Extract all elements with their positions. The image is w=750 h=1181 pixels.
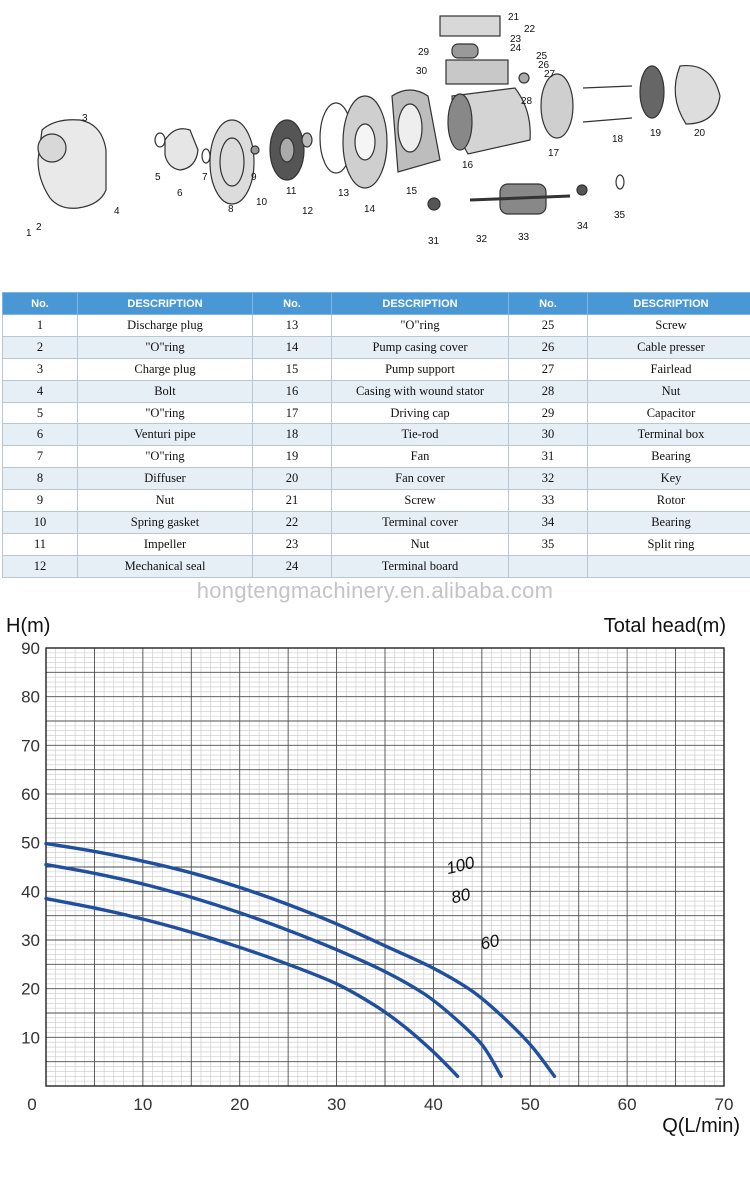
table-cell: Pump support [332, 358, 509, 380]
series-label: 80 [449, 884, 473, 908]
fan-cover-part [675, 66, 720, 124]
x-tick-label: 50 [520, 1095, 540, 1114]
table-cell: Tie-rod [332, 424, 509, 446]
diagram-label: 13 [338, 188, 350, 199]
table-cell: Driving cap [332, 402, 509, 424]
diagram-label: 18 [612, 134, 624, 145]
diagram-label: 26 [538, 60, 550, 71]
venturi-part [165, 129, 198, 170]
table-cell: Casing with wound stator [332, 380, 509, 402]
bearing-part [577, 185, 587, 195]
diagram-label: 25 [536, 51, 548, 62]
nut-part [251, 146, 259, 154]
table-cell [588, 555, 750, 577]
parts-table [2, 292, 750, 578]
diagram-label: 30 [416, 66, 428, 77]
table-cell: 4 [3, 380, 78, 402]
diagram-label: 1 [26, 228, 32, 239]
x-tick-label: 0 [27, 1095, 37, 1114]
diagram-label: 12 [302, 206, 314, 217]
table-row [3, 424, 750, 446]
diagram-label: 5 [155, 172, 161, 183]
table-cell: Terminal cover [332, 512, 509, 534]
table-row [3, 402, 750, 424]
table-cell: Fan cover [332, 468, 509, 490]
table-cell: Impeller [78, 533, 253, 555]
x-tick-label: 30 [327, 1095, 347, 1114]
diagram-label: 2 [36, 222, 42, 233]
diagram-label: 10 [256, 197, 268, 208]
y-tick-label: 60 [21, 785, 40, 804]
diagram-label: 6 [177, 188, 183, 199]
table-cell: 6 [3, 424, 78, 446]
diagram-label: 27 [544, 69, 556, 80]
diagram-label: 20 [694, 128, 706, 139]
table-cell: Screw [588, 315, 750, 337]
table-row [3, 555, 750, 577]
fan-part [640, 66, 664, 118]
pump-body-part [38, 120, 106, 209]
shaft-part [470, 196, 570, 200]
diagram-label: 34 [577, 221, 589, 232]
diagram-label: 7 [202, 172, 208, 183]
table-cell: Venturi pipe [78, 424, 253, 446]
nut-part [519, 73, 529, 83]
y-tick-label: 20 [21, 979, 40, 999]
table-cell: 10 [3, 512, 78, 534]
series-label: 60 [478, 930, 502, 954]
y-tick-labels [21, 639, 40, 1047]
diagram-label: 15 [406, 186, 418, 197]
table-row [3, 533, 750, 555]
capacitor-part [452, 44, 478, 58]
table-cell: 19 [253, 446, 332, 468]
table-cell: 14 [253, 336, 332, 358]
table-cell: 8 [3, 468, 78, 490]
table-cell: Fairlead [588, 358, 750, 380]
table-cell: 7 [3, 446, 78, 468]
table-cell [509, 555, 588, 577]
diagram-label: 11 [286, 186, 297, 197]
table-cell: Screw [332, 490, 509, 512]
table-cell: Diffuser [78, 468, 253, 490]
o-ring-part [202, 149, 210, 163]
diagram-label: 14 [364, 204, 376, 215]
table-row [3, 490, 750, 512]
table-cell: 30 [509, 424, 588, 446]
table-header: DESCRIPTION [588, 293, 750, 315]
series-label: 100 [444, 852, 477, 879]
table-cell: 3 [3, 358, 78, 380]
diagram-label: 3 [82, 113, 88, 124]
table-header: No. [253, 293, 332, 315]
table-cell: 15 [253, 358, 332, 380]
y-tick-label: 80 [21, 687, 40, 707]
table-row [3, 380, 750, 402]
table-cell: Spring gasket [78, 512, 253, 534]
table-cell: Capacitor [588, 402, 750, 424]
table-cell: "O"ring [78, 402, 253, 424]
tie-rod-part [583, 86, 632, 88]
table-cell: 20 [253, 468, 332, 490]
table-cell: Cable presser [588, 336, 750, 358]
o-ring-part [155, 133, 165, 147]
table-row [3, 315, 750, 337]
table-cell: "O"ring [78, 446, 253, 468]
diagram-label: 29 [418, 47, 430, 58]
y-tick-label: 10 [21, 1028, 40, 1048]
table-cell: 24 [253, 555, 332, 577]
table-body [3, 315, 750, 578]
table-cell: 18 [253, 424, 332, 446]
driving-cap-part [541, 74, 573, 138]
chart-title: Total head(m) [603, 615, 726, 637]
y-tick-label: 40 [21, 882, 40, 902]
diagram-label: 28 [521, 96, 533, 107]
diagram-label: 33 [518, 232, 530, 243]
y-tick-label: 50 [21, 833, 40, 853]
table-cell: Mechanical seal [78, 555, 253, 577]
table-cell: Fan [332, 446, 509, 468]
diagram-label: 22 [524, 24, 536, 35]
terminal-box-part [446, 60, 508, 84]
table-cell: 22 [253, 512, 332, 534]
diagram-label: 4 [114, 206, 120, 217]
table-cell: 26 [509, 336, 588, 358]
table-cell: Charge plug [78, 358, 253, 380]
table-cell: 1 [3, 315, 78, 337]
table-cell: 16 [253, 380, 332, 402]
diagram-label: 31 [428, 236, 440, 247]
table-row [3, 512, 750, 534]
table-header: No. [509, 293, 588, 315]
table-cell: 31 [509, 446, 588, 468]
table-cell: 32 [509, 468, 588, 490]
terminal-cover-part [440, 16, 500, 36]
bearing-part [428, 198, 440, 210]
table-cell: 11 [3, 533, 78, 555]
table-cell: 23 [253, 533, 332, 555]
table-header: DESCRIPTION [332, 293, 509, 315]
diagram-label: 8 [228, 204, 234, 215]
table-cell: "O"ring [332, 315, 509, 337]
table-cell: 17 [253, 402, 332, 424]
table-cell: 13 [253, 315, 332, 337]
y-tick-label: 70 [21, 736, 40, 756]
table-cell: Pump casing cover [332, 336, 509, 358]
x-axis-label: Q(L/min) [662, 1115, 740, 1137]
table-cell: 29 [509, 402, 588, 424]
exploded-pump-diagram [0, 0, 750, 290]
table-cell: "O"ring [78, 336, 253, 358]
table-cell: Terminal box [588, 424, 750, 446]
diagram-label: 23 [510, 34, 522, 45]
table-row [3, 446, 750, 468]
table-cell: 27 [509, 358, 588, 380]
curves [46, 844, 555, 1077]
diagram-label: 16 [462, 160, 474, 171]
pump-performance-chart [0, 600, 750, 1181]
x-tick-labels [27, 1095, 733, 1114]
x-tick-label: 40 [423, 1095, 443, 1114]
table-cell: Terminal board [332, 555, 509, 577]
diffuser-part [210, 120, 254, 204]
table-cell: 35 [509, 533, 588, 555]
major-grid [46, 648, 724, 1086]
table-cell: 34 [509, 512, 588, 534]
table-cell: 5 [3, 402, 78, 424]
table-header: No. [3, 293, 78, 315]
table-cell: Discharge plug [78, 315, 253, 337]
split-ring-part [616, 175, 624, 189]
outlet-port-part [38, 134, 66, 162]
table-cell: Nut [78, 490, 253, 512]
table-header: DESCRIPTION [78, 293, 253, 315]
y-tick-label: 90 [21, 639, 40, 658]
x-tick-label: 20 [230, 1095, 250, 1114]
x-tick-label: 70 [714, 1095, 734, 1114]
y-tick-label: 30 [21, 931, 40, 950]
watermark: hongtengmachinery.en.alibaba.com [196, 578, 554, 603]
x-tick-label: 10 [133, 1095, 153, 1114]
table-cell: Key [588, 468, 750, 490]
table-cell: 9 [3, 490, 78, 512]
table-cell: Split ring [588, 533, 750, 555]
diagram-label: 17 [548, 148, 560, 159]
table-cell: 33 [509, 490, 588, 512]
diagram-label: 32 [476, 234, 488, 245]
table-cell: 12 [3, 555, 78, 577]
table-header-row [3, 293, 750, 315]
table-cell: Rotor [588, 490, 750, 512]
diagram-label: 9 [251, 172, 257, 183]
diagram-label: 19 [650, 128, 662, 139]
table-cell: 25 [509, 315, 588, 337]
table-row [3, 468, 750, 490]
table-cell: 28 [509, 380, 588, 402]
table-cell: Bearing [588, 446, 750, 468]
diagram-label: 24 [510, 43, 522, 54]
table-cell: 2 [3, 336, 78, 358]
table-cell: 21 [253, 490, 332, 512]
table-cell: Nut [332, 533, 509, 555]
seal-part [302, 133, 312, 147]
table-cell: Nut [588, 380, 750, 402]
diagram-label: 21 [508, 12, 520, 23]
table-row [3, 358, 750, 380]
table-cell: Bearing [588, 512, 750, 534]
x-tick-label: 60 [617, 1095, 637, 1114]
diagram-label: 35 [614, 210, 626, 221]
y-axis-label: H(m) [6, 615, 51, 637]
table-cell: Bolt [78, 380, 253, 402]
table-row [3, 336, 750, 358]
